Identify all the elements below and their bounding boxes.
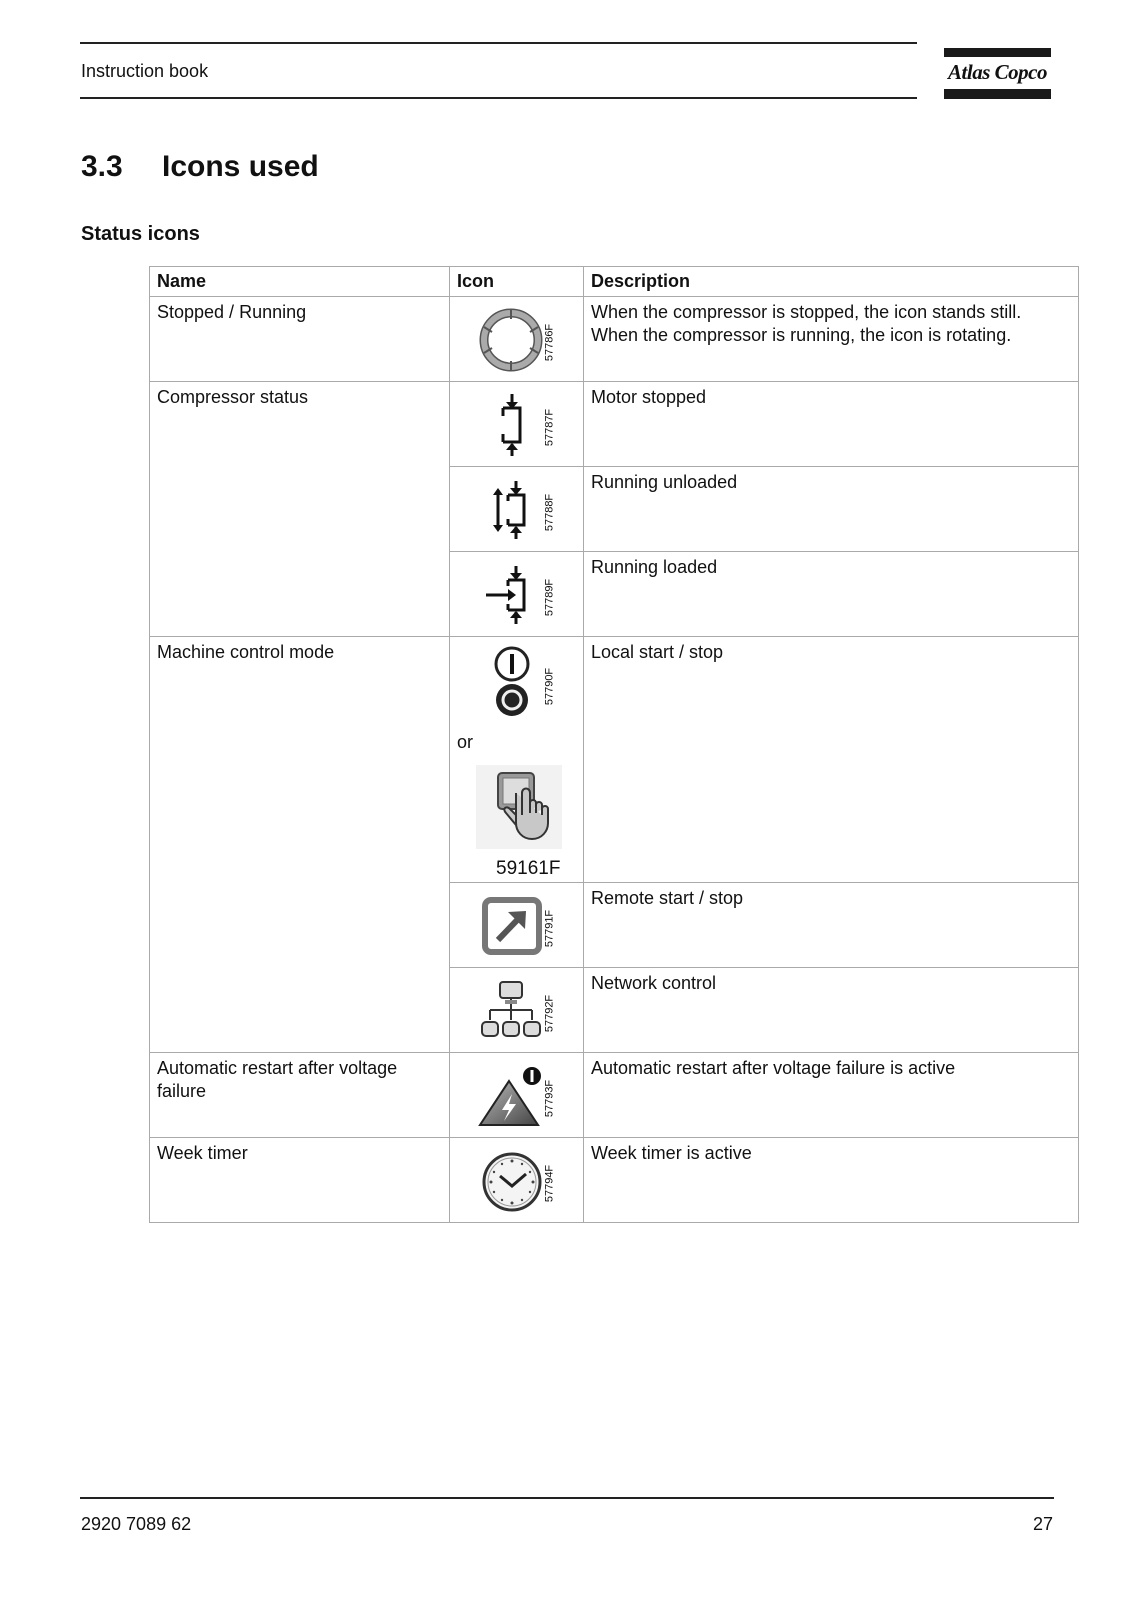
brand-name: Atlas Copco (948, 60, 1047, 84)
icon-code: 57788F (543, 493, 556, 532)
table-row (150, 382, 1079, 467)
icon-code: 57793F (543, 1079, 556, 1118)
status-icons-table (149, 266, 1079, 1223)
icon-code: 57794F (543, 1164, 556, 1203)
auto-restart-icon (478, 1061, 548, 1131)
row-name: Week timer (150, 1138, 450, 1223)
document-type: Instruction book (81, 61, 209, 81)
row-description: Running loaded (584, 552, 1079, 637)
table-row (150, 297, 1079, 382)
icon-code: 57787F (543, 408, 556, 447)
rotating-ring-icon (478, 305, 548, 375)
icon-code: 59161F (496, 858, 561, 879)
row-description: Remote start / stop (584, 883, 1079, 968)
page-number: 27 (1032, 1514, 1053, 1534)
row-description: Motor stopped (584, 382, 1079, 467)
clock-icon (478, 1146, 548, 1216)
column-header-icon: Icon (450, 267, 584, 297)
or-label: or (457, 732, 474, 752)
icon-code: 57786F (543, 323, 556, 362)
header-rule-top (80, 42, 917, 44)
row-name: Automatic restart after voltage failure (150, 1053, 450, 1138)
subsection-title: Status icons (81, 223, 200, 245)
table-header-row (150, 267, 1079, 297)
icon-code: 57792F (543, 994, 556, 1033)
row-name: Compressor status (150, 382, 450, 637)
touch-hand-icon (476, 765, 562, 849)
section-number: 3.3 (81, 150, 123, 183)
footer-rule (80, 1497, 1054, 1499)
remote-arrow-icon (478, 891, 548, 961)
row-name: Machine control mode (150, 637, 450, 1053)
column-header-name: Name (150, 267, 450, 297)
icon-code: 57791F (543, 909, 556, 948)
running-loaded-icon (478, 560, 548, 630)
table-row (150, 1053, 1079, 1138)
row-description: Running unloaded (584, 467, 1079, 552)
row-description: Automatic restart after voltage failure is active (584, 1053, 1079, 1138)
network-icon (478, 976, 548, 1046)
row-name: Stopped / Running (150, 297, 450, 382)
table-row (150, 637, 1079, 883)
running-unloaded-icon (478, 475, 548, 545)
section-title: Icons used (162, 150, 319, 183)
table-row (150, 1138, 1079, 1223)
row-description: Network control (584, 968, 1079, 1053)
row-description: Local start / stop (584, 637, 1079, 883)
local-start-stop-icon (478, 645, 548, 721)
icon-code: 57790F (543, 667, 556, 706)
row-description: Week timer is active (584, 1138, 1079, 1223)
column-header-description: Description (584, 267, 1079, 297)
motor-stopped-icon (478, 390, 548, 460)
header-rule-bottom (80, 97, 917, 99)
document-number: 2920 7089 62 (81, 1514, 192, 1534)
row-description: When the compressor is stopped, the icon stands still. When the compressor is running, the icon is rotating. (584, 297, 1079, 382)
brand-logo (944, 48, 1051, 100)
icon-code: 57789F (543, 578, 556, 617)
